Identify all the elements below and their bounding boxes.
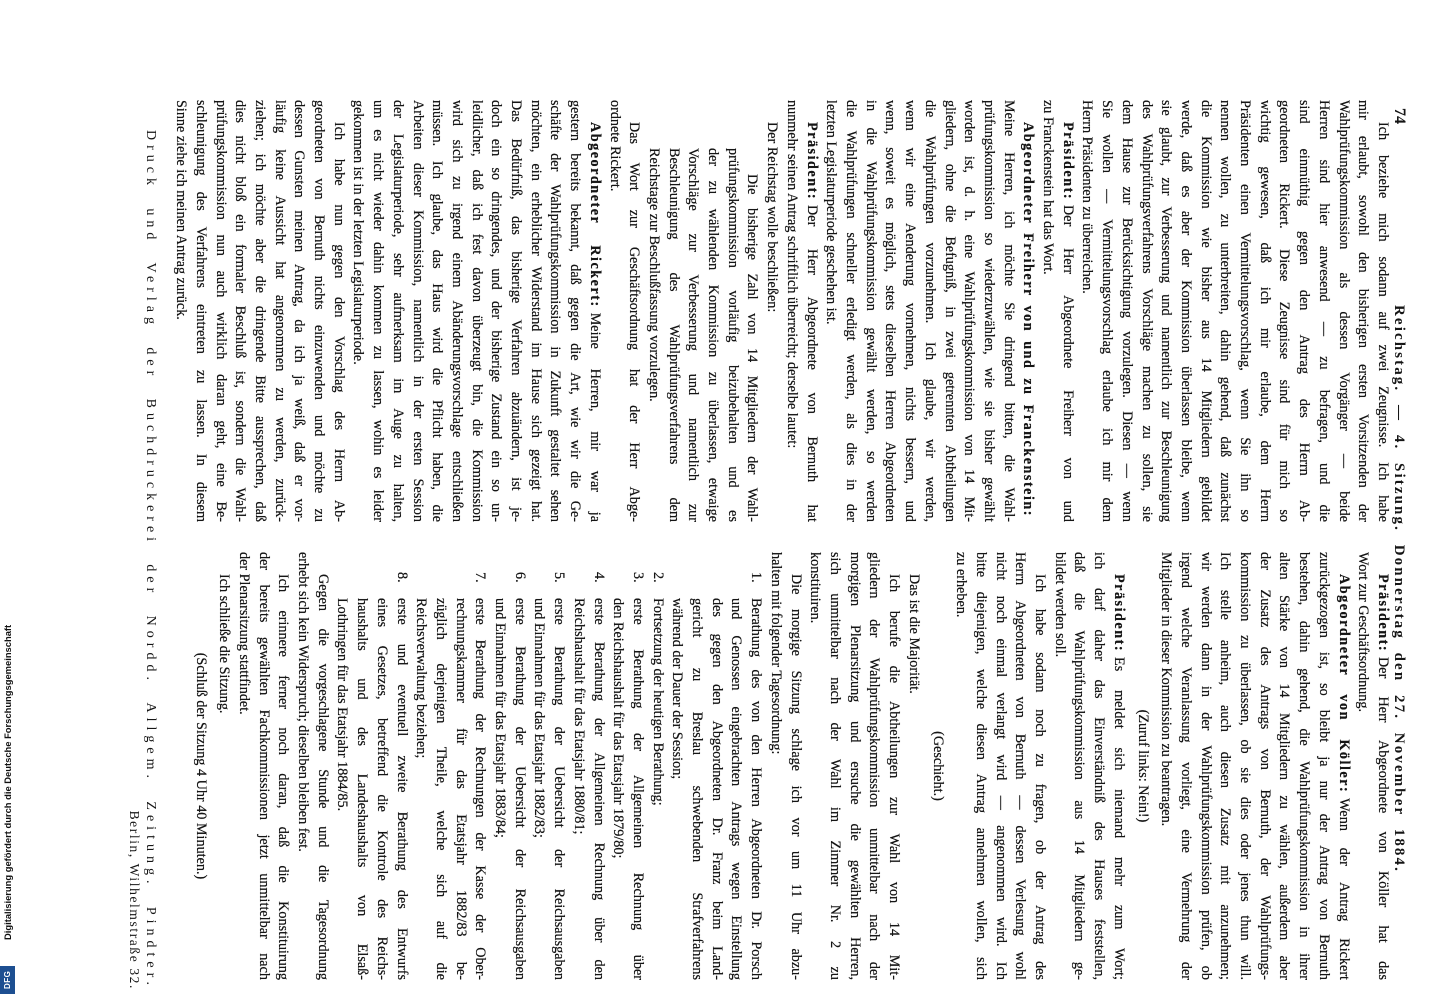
line-text: zurückgezogen ist, so bleibt ja nur der Antrag von Bernuth [1315,552,1332,980]
line-text: haushalts und des Landeshaushalts von Elsaß- [354,598,371,980]
text-line [446,100,466,522]
text-line [805,552,825,980]
text-line [292,552,312,980]
text-line [289,100,309,522]
line-text: Lothringen für das Etatsjahr 1884/85. [334,598,351,812]
line-text: Ich schließe die Sitzung. [216,574,233,714]
text-line [1175,100,1195,522]
speech-paragraph [1353,552,1392,980]
speech-paragraph [1037,100,1076,522]
line-text: Sinne ziehe ich meinen Antrag zurück. [173,100,190,320]
text-line [466,100,486,522]
text-line [170,100,190,522]
line-text: bildet werden soll. [1051,552,1068,658]
paragraph [214,552,234,980]
item-number: 5. [551,572,568,583]
text-line [706,598,726,980]
item-number: 4. [590,572,607,583]
text-line [1136,100,1156,522]
text-line [328,100,348,522]
line-text: ordnete Rickert. [606,100,623,192]
line-text: Der Reichstag wolle beschließen: [764,122,781,313]
text-line [233,552,253,980]
line-text: prüfungskommission so wiederzuwählen, wie sie bisher gewählt [980,100,997,522]
line-text: Wahlprüfungskommission als dessen Vorgänger — beide [1335,100,1352,522]
line-text: Reichsverwaltung beziehen; [413,598,430,759]
text-line [486,100,506,522]
line-text: Reichstage zur Beschlußfassung vorzulegen. [645,148,662,402]
line-text: schäfte der Wahlprüfungskommission in Zukunft gestaltet sehen [547,100,564,522]
text-line [564,100,584,522]
line-text: (Geschieht.) [929,731,946,801]
line-text: dem Hause zur Berücksichtigung vorzulegen. Diesen — wenn [1118,100,1135,522]
text-line [1088,552,1108,980]
line-text: läufig keine Aussicht hat angenommen zu werden, zurück- [271,100,288,522]
text-line [1215,552,1235,980]
line-text: zu erheben. [953,552,970,618]
text-line [785,552,805,980]
text-line [1069,552,1089,980]
paragraph [1077,100,1392,522]
agenda-item [568,552,607,980]
text-line [1254,552,1274,980]
text-line [627,598,647,980]
line-text: morgigen Plenarsitzung und ersuche die gewählten Herren, [846,552,863,980]
line-text: ziehen; ich möchte aber die dringende Bitte aussprechen, daß [251,100,268,522]
text-line [1274,100,1294,522]
text-line [1293,100,1313,522]
text-line [584,100,604,522]
text-line [269,100,289,522]
line-text: wird sich zu irgend einem Abänderungsvorschlage entschließen [448,100,465,522]
line-text: bitte diejenigen, welche diesen Antrag annehmen wollen, sich [972,552,989,980]
text-line [643,148,663,522]
text-line [505,100,525,522]
text-line [1313,552,1333,980]
text-line [1132,552,1152,980]
line-text: Gegen die vorgeschlagene Stunde und die Tagesordnung [314,574,331,980]
speaker-name: Abgeordneter Rickert: [586,122,603,308]
item-number: 3. [629,572,646,583]
text-line [430,598,450,980]
text-line [927,552,947,980]
text-line [821,100,841,522]
line-text: Die bisherige Zahl von 14 Mitgliedern der Wahl- [744,174,761,522]
running-header: Reichstag. — 4. Sitzung. Donnerstag den 27. November 1884. [1391,305,1407,873]
line-text: Ich erinnere ferner noch daran, daß die Konstituirung [275,574,292,980]
line-text: den Reichshaushalt für das Etatsjahr 1879/80; [610,598,627,859]
line-text: Es meldet sich niemand mehr zum Wort; [1110,657,1127,980]
text-line [210,100,230,522]
line-text: gliedern der Wahlprüfungskommission unmittelbar nach der [866,552,883,980]
text-line [1333,100,1353,522]
text-line [371,598,391,980]
text-line [864,552,884,980]
line-text: irgend welche Veranlassung vorliegt, eine Vermehrung der [1177,552,1194,980]
speech-paragraph [1049,552,1128,980]
line-text: sich unmittelbar nach der Wahl im Zimmer Nr. 2 zu [827,552,844,980]
text-line [230,100,250,522]
line-text: der bereits gewählten Fachkommissionen jetzt unmittelbar nach [255,552,272,980]
agenda-item [647,552,667,980]
line-text: bestehen, dahin gehend, die Wahlprüfungskommission in ihrer [1296,552,1313,980]
line-text: sind einmüthig gegen den Antrag des Herrn Ab- [1296,100,1313,522]
text-line [407,100,427,522]
text-line [588,598,608,980]
dfg-credit-text: Digitalisierung gefördert durch die Deutsche Forschungsgemeinschaft [2,624,13,940]
text-line [801,100,821,522]
line-text: Sie wollen — Vermittelungsvorschlag erlaube ich mir dem [1099,100,1116,522]
text-line [1175,552,1195,980]
text-line [883,552,903,980]
line-text: doch ein so dringendes, und der bisherige Zustand ein so un- [488,100,505,522]
line-text: Vorschläge zur Verbesserung und namentlich zur [685,148,702,522]
stage-direction [190,552,210,980]
text-line [742,148,762,522]
text-line [1254,100,1274,522]
text-line [1077,100,1097,522]
text-line [1156,552,1176,980]
stage-direction [927,552,947,980]
text-line [427,100,447,522]
line-text: wir werden dann in der Wahlprüfungskommission prüfen, ob [1197,552,1214,980]
line-text: möchten, ein erheblicher Widerstand im Hause sich gezeigt hat. [527,100,544,522]
text-line [1234,552,1254,980]
agenda-item [667,552,766,980]
agenda-item [529,552,568,980]
line-text: gestern bereits bekannt, daß gegen die Art, wie wir die Ge- [567,100,584,522]
line-text: schleunigung des Verfahrens eintreten zu lassen. In diesem [192,100,209,522]
text-line [1018,100,1038,522]
line-text: Mitglieder in dieser Kommission zu beantragen. [1158,552,1175,827]
text-line [545,100,565,522]
line-text: werde, daß es aber der Kommission überlassen bleibe, wenn [1177,100,1194,522]
line-text: erste Berathung der Allgemeinen Rechnung über [629,598,646,980]
line-text: der Legislaturperiode, sehr aufmerksam im Auge zu halten, [389,100,406,522]
line-text: Fortsetzung der heutigen Berathung; [649,598,666,806]
page-number: 74 [1391,108,1408,124]
line-text: erste und eventuell zweite Berathung des Entwurfs [393,598,410,980]
text-line [746,598,766,980]
agenda-item [411,552,490,980]
text-line [308,100,328,522]
line-text: Der Herr Abgeordnete Freiherr von und [1059,205,1076,522]
text-line [1116,100,1136,522]
text-line [1353,100,1373,522]
line-text: erste Berathung der Rechnungen der Kasse der Ober- [472,598,489,980]
line-text: und Genossen eingebrachten Antrags wegen Einstellung [728,598,745,980]
line-text: erste Berathung der Uebersicht der Reichsausgaben [511,598,528,980]
line-text: Das ist die Majorität. [905,574,922,694]
text-line [253,552,273,980]
text-line [903,552,923,980]
text-line [411,598,431,980]
text-line [880,100,900,522]
paragraph [762,100,782,522]
agenda-item [608,552,647,980]
text-line [391,598,411,980]
line-text: Der Herr Abgeordnete von Köller hat das [1375,657,1391,980]
line-text: die Wahlprüfungen schneller erledigt werden, als dies in der [843,100,860,522]
paragraph [765,552,804,980]
line-text: geordneten Rickert. Diese Zeugnisse sind für mich so [1276,100,1293,522]
text-line [667,598,687,980]
text-line [1156,100,1176,522]
line-text: und Einnahmen für das Etatsjahr 1883/84; [492,598,509,838]
line-text: in die Wahlprüfungskommission gewählt werden, so werden [862,100,879,522]
text-line [1195,552,1215,980]
line-text: des gegen den Abgeordneten Dr. Franz beim Land- [708,598,725,980]
line-text: konstituiren. [807,552,824,624]
item-number: 6. [511,572,528,583]
line-text: leidlicher, daß ich fest davon überzeugt bin, die Kommission [468,100,485,522]
speaker-name: Abgeordneter von Köller: [1335,574,1352,794]
text-line [959,100,979,522]
text-line [548,598,568,980]
text-line [1313,100,1333,522]
line-text: eines Gesetzes, betreffend die Kontrole des Reichs- [373,598,390,980]
text-line [509,598,529,980]
imprint-publisher: Druck und Verlag der Buchdruckerei der Nordd. Allgem. Zeitung. Pindter. [143,130,158,990]
speaker-name: Abgeordneter Freiherr von und zu Franckenstein: [1020,122,1037,518]
text-line [1372,552,1392,980]
line-text: (Schluß der Sitzung 4 Uhr 40 Minuten.) [192,652,209,880]
right-column [186,552,1392,980]
text-line [781,100,801,522]
text-line [1333,552,1353,980]
text-line [765,552,785,980]
line-text: mir erlaubt, sowohl den bisherigen ersten Vorsitzenden der [1355,100,1372,522]
paragraph [170,100,347,522]
text-line [722,148,742,522]
text-line [489,598,509,980]
line-text: alten Stärke von 14 Mitgliedern zu wählen, außerdem aber [1276,552,1293,980]
paragraph [951,552,1050,980]
text-line [1215,100,1235,522]
text-line [249,100,269,522]
text-line [1029,552,1049,980]
paragraph [903,552,923,980]
line-text: während der Dauer der Session; [669,598,686,780]
quoted-motion [643,100,761,522]
line-text: erste Berathung der Allgemeinen Rechnung über den [590,598,607,980]
speech-paragraph [821,100,1038,522]
paragraph [233,552,292,980]
text-line [844,552,864,980]
paragraph [604,100,643,522]
line-text: Arbeiten dieser Kommission, namentlich in der ersten Session [409,100,426,522]
line-text: Berathung des von den Herren Abgeordneten Dr. Porsch [748,598,765,980]
text-line [608,598,628,980]
text-line [647,598,667,980]
text-line [568,598,588,980]
speech-paragraph [781,100,820,522]
line-text: letzten Legislaturperiode geschehen ist. [823,100,840,325]
text-line [450,598,470,980]
item-number: 8. [393,572,410,583]
text-line [919,100,939,522]
text-line [702,148,722,522]
text-line [332,598,352,980]
line-text: worden ist, d. h. eine Wahlprüfungskommission von 14 Mit- [961,100,978,522]
text-line [1372,100,1392,522]
text-line [312,552,332,980]
agenda-item [332,552,411,980]
text-line [840,100,860,522]
line-text: sie glaubt, zur Verbesserung und namentlich zur Beschleunigung [1158,100,1175,522]
line-text: nicht noch einmal verlangt wird — angenommen wird. Ich [992,552,1009,980]
text-line [351,598,371,980]
text-line [190,100,210,522]
item-number: 1. [748,572,765,583]
line-text: Ich habe sodann noch zu fragen, ob der Antrag des [1032,574,1049,980]
speaker-name: Präsident: [1059,122,1076,201]
text-line [762,100,782,522]
dfg-logo: DFG [0,966,15,994]
line-text: nennen wollen, zu unterbreiten, dahin gehend, daß zunächst [1217,100,1234,522]
line-text: der Zusatz des Antrags von Bernuth, der Wahlprüfungs- [1256,552,1273,980]
line-text: Ich berufe die Abtheilungen zur Wahl von 14 Mit- [886,574,903,980]
line-text: rechnungskammer für das Etatsjahr 1882/83 be- [452,598,469,980]
line-text: daß die Wahlprüfungskommission aus 14 Mitgliedern ge- [1071,552,1088,980]
line-text: dessen Gunsten meinen Antrag, da ich ja weiß, daß er vor- [291,100,308,522]
line-text: erste Berathung der Uebersicht der Reichsausgaben [551,598,568,980]
line-text: Ich habe nun gegen den Vorschlag des Herrn Ab- [330,122,347,522]
line-text: Beschleunigung des Wahlprüfungsverfahrens dem [665,148,682,522]
line-text: gericht zu Breslau schwebenden Strafverfahrens [689,598,706,980]
speaker-name: Präsident: [1110,574,1127,653]
text-line [604,100,624,522]
line-text: wenn, soweit es möglich, stets dieselben Herren Abgeordneten [882,100,899,522]
text-line [978,100,998,522]
line-text: nunmehr seinen Antrag schriftlich überreicht; derselbe lautet: [783,100,800,449]
agenda-item [489,552,528,980]
text-line [1293,552,1313,980]
line-text: Herrn Präsidenten zu überreichen. [1079,100,1096,294]
line-text: prüfungskommission vorläufig beizubehalten und es [724,148,741,522]
text-line [624,100,644,522]
line-text: die Kommission wie bisher aus 14 Mitgliedern gebildet [1197,100,1214,522]
line-text: (Zuruf links: Nein!) [1134,709,1151,823]
speech-paragraph [348,100,604,522]
text-line [529,598,549,980]
text-line [726,598,746,980]
text-line [686,598,706,980]
text-line [1353,552,1373,980]
line-text: der zu wählenden Kommission zu überlassen, etwaige [705,148,722,522]
text-line [1195,100,1215,522]
text-line [970,552,990,980]
line-text: der Plenarsitzung stattfindet. [235,552,252,715]
speaker-name: Präsident: [1375,574,1391,653]
line-text: Ich beziehe mich sodann auf zwei Zeugnisse. Ich habe [1375,122,1391,522]
item-number: 7. [472,572,489,583]
text-line [683,148,703,522]
text-line [1274,552,1294,980]
line-text: gliedern, ohne die Befugniß, in zwei getrennten Abtheilungen [941,100,958,522]
text-line [1037,100,1057,522]
line-text: halten mit folgender Tagesordnung: [767,552,784,755]
line-text: ich darf daher das Einverständniß des Hauses feststellen, [1091,552,1108,980]
line-text: prüfungskommission nun auch wirklich daran geht, eine Be- [212,100,229,522]
line-text: Wenn der Antrag Rickert [1335,798,1352,980]
line-text: Herren sind hier anwesend — zu befragen, und die [1315,100,1332,522]
line-text: Reichshaushalt für das Etatsjahr 1880/81; [570,598,587,835]
text-line [824,552,844,980]
paragraph [292,552,331,980]
text-line [273,552,293,980]
paragraph [805,552,904,980]
line-text: und Einnahmen für das Etatsjahr 1882/83; [531,598,548,838]
line-text: Wort zur Geschäftsordnung. [1355,552,1372,712]
text-line [1049,552,1069,980]
speech-paragraph [1156,552,1353,980]
line-text: züglich derjenigen Theile, welche sich auf die [432,598,449,980]
text-line [951,552,971,980]
line-text: wichtig gewesen, daß ich mir erlaube, dem Herrn [1256,100,1273,522]
line-text: Das Bedürfniß, das bisherige Verfahren abzuändern, ist je- [508,100,525,522]
text-line [367,100,387,522]
line-text: des Wahlprüfungsverfahrens Vorschläge machen zu sollen, sie [1138,100,1155,522]
line-text: wenn wir eine Aenderung vornehmen, nichts bessern, und [902,100,919,522]
line-text: Das Wort zur Geschäftsordnung hat der Herr Abge- [626,122,643,522]
text-line [663,148,683,522]
item-number: 2. [649,572,666,583]
line-text: dies nicht bloß ein formaler Beschluß ist, sondern die Wahl- [232,100,249,522]
line-text: erhebt sich kein Widerspruch; dieselben bleiben fest. [295,552,312,852]
text-line [939,100,959,522]
text-line [470,598,490,980]
line-text: um es nicht wieder dahin kommen zu lassen, wohin es leider [370,100,387,522]
line-text: zu Franckenstein hat das Wort. [1040,100,1057,275]
line-text: Meine Herren, ich möchte Sie dringend bitten, die Wahl- [1000,100,1017,522]
text-line [348,100,368,522]
speaker-name: Präsident: [803,122,820,201]
text-line [899,100,919,522]
line-text: geordneten von Bernuth nichts einzuwenden und möchte zu [311,100,328,522]
text-line [998,100,1018,522]
line-text: Der Herr Abgeordnete von Bernuth hat [803,205,820,522]
line-text: Meine Herren, mir war ja [586,312,603,522]
text-line [1108,552,1128,980]
left-column [170,100,1392,522]
line-text: kommission zu überlassen, ob sie dies oder jenes thun will. [1237,552,1254,980]
line-text: die Wahlprüfungen vorzunehmen. Ich glaube, wir werden, [921,100,938,522]
text-line [1010,552,1030,980]
text-line [990,552,1010,980]
imprint-address: Berlin, Wilhelmstraße 32. [127,810,142,990]
text-line [214,552,234,980]
line-text: Die morgige Sitzung schlage ich vor um 11 Uhr abzu- [787,574,804,980]
line-text: gekommen ist in der letzten Legislaturperiode. [350,100,367,365]
text-line [525,100,545,522]
text-line [1234,100,1254,522]
text-line [190,552,210,980]
line-text: müssen. Ich glaube, das Haus wird die Pflicht haben, die [429,100,446,522]
line-text: Präsidenten einen Vermittelungsvorschlag, wenn Sie ihn so [1237,100,1254,522]
text-line [387,100,407,522]
line-text: Herrn Abgeordneten von Bernuth — dessen Verlesung wohl [1012,552,1029,980]
text-line [1096,100,1116,522]
stage-direction [1132,552,1152,980]
text-line [1057,100,1077,522]
text-line [860,100,880,522]
line-text: Ich stelle anheim, auch diesen Zusatz mit anzunehmen; [1217,552,1234,980]
